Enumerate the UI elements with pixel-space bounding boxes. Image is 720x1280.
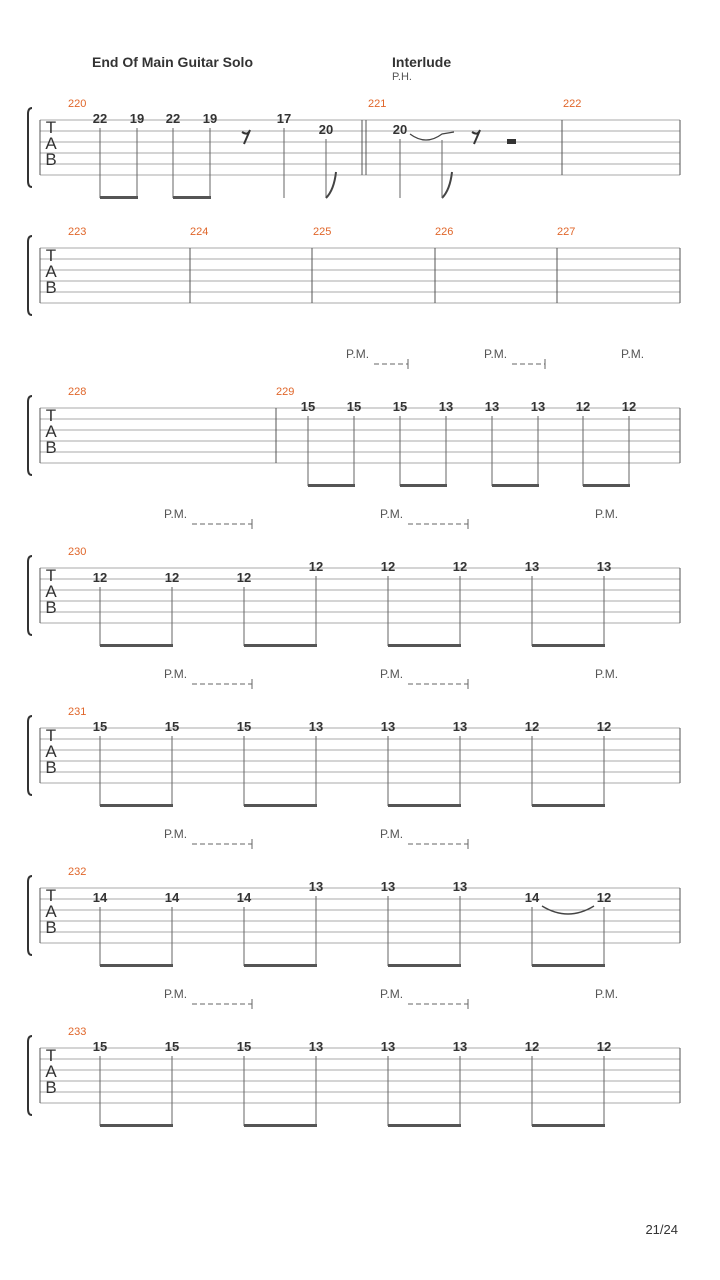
tab-clef-letter: T: [45, 406, 57, 425]
fret-number: 14: [92, 890, 108, 905]
tab-clef-letter: A: [45, 742, 57, 761]
fret-number: 12: [596, 1039, 612, 1054]
tab-clef-letter: T: [45, 566, 57, 585]
measure-number: 232: [68, 866, 87, 878]
tab-system: [0, 808, 720, 988]
fret-number: 22: [92, 111, 108, 126]
tab-clef-letter: A: [45, 1062, 57, 1081]
fret-number: 14: [164, 890, 180, 905]
fret-number: 13: [484, 399, 500, 414]
fret-number: 13: [308, 879, 324, 894]
measure-number: 222: [563, 98, 582, 110]
measure-number: 226: [435, 226, 454, 238]
palm-mute-label: P.M.: [595, 667, 619, 681]
note-beam: [308, 484, 355, 487]
fret-number: 12: [621, 399, 637, 414]
fret-number: 15: [236, 1039, 252, 1054]
tab-clef-letter: B: [45, 918, 57, 937]
note-beam: [388, 644, 461, 647]
measure-number: 225: [313, 226, 332, 238]
tab-clef-letter: B: [45, 150, 57, 169]
fret-number: 12: [308, 559, 324, 574]
palm-mute-label: P.M.: [595, 507, 619, 521]
measure-number: 223: [68, 226, 87, 238]
palm-mute-label: P.M.: [484, 347, 508, 361]
note-beam: [244, 804, 317, 807]
fret-number: 13: [452, 879, 468, 894]
tab-system: [0, 648, 720, 828]
fret-number: 13: [380, 1039, 396, 1054]
measure-number: 228: [68, 386, 87, 398]
tab-clef-letter: A: [45, 134, 57, 153]
staff-bracket: [28, 556, 32, 635]
staff-bracket: [28, 1036, 32, 1115]
tab-clef-letter: A: [45, 582, 57, 601]
tab-clef-letter: T: [45, 886, 57, 905]
fret-number: 13: [596, 559, 612, 574]
measure-number: 224: [190, 226, 209, 238]
palm-mute-label: P.M.: [595, 987, 619, 1001]
fret-number: 12: [92, 570, 108, 585]
fret-number: 13: [452, 719, 468, 734]
tab-clef-letter: B: [45, 278, 57, 297]
fret-number: 12: [380, 559, 396, 574]
fret-number: 17: [276, 111, 292, 126]
note-beam: [100, 644, 173, 647]
palm-mute-label: P.M.: [164, 667, 188, 681]
palm-mute-label: P.M.: [380, 667, 404, 681]
staff-bracket: [28, 876, 32, 955]
note-beam: [100, 804, 173, 807]
tab-clef-letter: T: [45, 1046, 57, 1065]
staff-bracket: [28, 236, 32, 315]
fret-number: 15: [92, 719, 108, 734]
fret-number: 13: [438, 399, 454, 414]
palm-mute-label: P.M.: [164, 987, 188, 1001]
measure-number: 227: [557, 226, 576, 238]
note-beam: [100, 1124, 173, 1127]
note-beam: [532, 804, 605, 807]
fret-number: 12: [596, 890, 612, 905]
fret-number: 15: [346, 399, 362, 414]
tab-system: [0, 168, 720, 348]
palm-mute-label: P.M.: [621, 347, 645, 361]
fret-number: 12: [452, 559, 468, 574]
half-rest: [507, 139, 516, 144]
staff-bracket: [28, 396, 32, 475]
section-title: End Of Main Guitar Solo: [92, 54, 253, 70]
measure-number: 221: [368, 98, 387, 110]
note-beam: [100, 964, 173, 967]
fret-number: 13: [380, 879, 396, 894]
tab-system: [0, 968, 720, 1148]
tab-system: [0, 488, 720, 668]
note-beam: [400, 484, 447, 487]
fret-number: 12: [524, 719, 540, 734]
note-beam: [244, 1124, 317, 1127]
palm-mute-label: P.M.: [346, 347, 370, 361]
tab-clef-letter: A: [45, 902, 57, 921]
measure-number: 231: [68, 706, 87, 718]
fret-number: 19: [129, 111, 145, 126]
measure-number: 233: [68, 1026, 87, 1038]
measure-number: 220: [68, 98, 87, 110]
palm-mute-label: P.M.: [164, 827, 188, 841]
measure-number: 230: [68, 546, 87, 558]
note-beam: [492, 484, 539, 487]
fret-number: 13: [380, 719, 396, 734]
tab-clef-letter: A: [45, 262, 57, 281]
interlude-title: Interlude: [392, 54, 452, 70]
note-beam: [532, 964, 605, 967]
note-beam: [532, 1124, 605, 1127]
fret-number: 12: [164, 570, 180, 585]
fret-number: 12: [596, 719, 612, 734]
fret-number: 14: [236, 890, 252, 905]
page-number: 21/24: [645, 1222, 678, 1237]
note-beam: [532, 644, 605, 647]
note-beam: [244, 644, 317, 647]
tab-system: [0, 328, 720, 508]
note-beam: [388, 1124, 461, 1127]
fret-number: 15: [236, 719, 252, 734]
tie: [410, 132, 454, 140]
palm-mute-label: P.M.: [380, 827, 404, 841]
fret-number: 15: [164, 1039, 180, 1054]
tab-clef-letter: A: [45, 422, 57, 441]
tab-clef-letter: B: [45, 1078, 57, 1097]
tab-clef-letter: T: [45, 246, 57, 265]
palm-mute-label: P.M.: [164, 507, 188, 521]
fret-number: 12: [575, 399, 591, 414]
measure-number: 229: [276, 386, 295, 398]
staff-bracket: [28, 716, 32, 795]
fret-number: 15: [300, 399, 316, 414]
note-beam: [244, 964, 317, 967]
fret-number: 22: [165, 111, 181, 126]
palm-mute-label: P.M.: [380, 507, 404, 521]
fret-number: 19: [202, 111, 218, 126]
fret-number: 20: [318, 122, 334, 137]
fret-number: 13: [308, 1039, 324, 1054]
fret-number: 15: [164, 719, 180, 734]
fret-number: 14: [524, 890, 540, 905]
tab-clef-letter: B: [45, 758, 57, 777]
fret-number: 13: [524, 559, 540, 574]
palm-mute-label: P.M.: [380, 987, 404, 1001]
fret-number: 15: [92, 1039, 108, 1054]
fret-number: 13: [530, 399, 546, 414]
note-beam: [388, 964, 461, 967]
fret-number: 13: [308, 719, 324, 734]
note-beam: [583, 484, 630, 487]
fret-number: 15: [392, 399, 408, 414]
fret-number: 12: [236, 570, 252, 585]
tab-clef-letter: B: [45, 598, 57, 617]
fret-number: 12: [524, 1039, 540, 1054]
tab-clef-letter: T: [45, 118, 57, 137]
pinch-harmonic-label: P.H.: [392, 71, 412, 83]
fret-number: 13: [452, 1039, 468, 1054]
note-beam: [388, 804, 461, 807]
fret-number: 20: [392, 122, 408, 137]
tab-clef-letter: B: [45, 438, 57, 457]
tab-clef-letter: T: [45, 726, 57, 745]
